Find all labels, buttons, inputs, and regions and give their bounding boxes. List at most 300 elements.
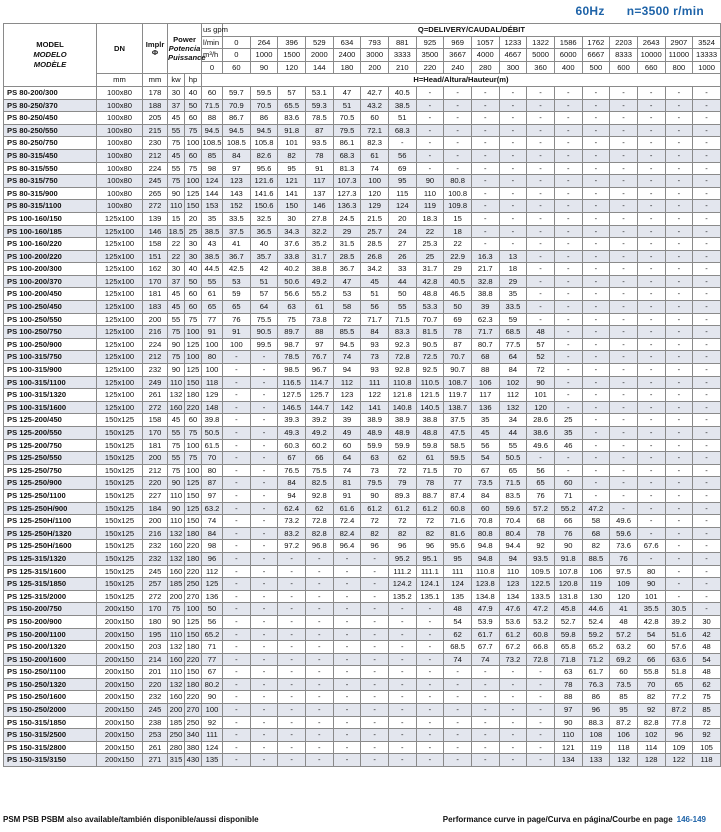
head-value-cell: 59.8 xyxy=(416,439,444,452)
head-value-cell: 100 xyxy=(361,175,389,188)
head-value-cell: - xyxy=(665,112,693,125)
head-value-cell: - xyxy=(665,238,693,251)
model-cell: PS 125-315/1600 xyxy=(4,565,97,578)
head-value-cell: 53.1 xyxy=(305,86,333,99)
m3h-value: 220 xyxy=(416,61,444,74)
head-value-cell: 31.7 xyxy=(416,263,444,276)
hp-cell: 20 xyxy=(185,212,202,225)
head-value-cell: - xyxy=(278,741,306,754)
head-value-cell: 110.5 xyxy=(416,376,444,389)
head-value-cell: - xyxy=(223,389,251,402)
head-value-cell: 121 xyxy=(278,175,306,188)
kw-cell: 132 xyxy=(168,389,185,402)
head-value-cell: 136.3 xyxy=(333,200,361,213)
head-value-cell: 25 xyxy=(554,414,582,427)
m3h-value: 90 xyxy=(250,61,278,74)
table-header xyxy=(4,24,721,87)
head-value-cell: 94 xyxy=(278,489,306,502)
head-value-cell: - xyxy=(554,137,582,150)
head-value-cell: 150 xyxy=(278,200,306,213)
head-value-cell: - xyxy=(610,124,638,137)
head-value-cell: 33.8 xyxy=(278,250,306,263)
head-value-cell: - xyxy=(693,376,721,389)
model-cell: PS 80-250/450 xyxy=(4,112,97,125)
head-value-cell: 91 xyxy=(202,326,223,339)
impeller-cell: 238 xyxy=(143,716,168,729)
head-value-cell: 100 xyxy=(202,364,223,377)
head-value-cell: 68.5 xyxy=(499,326,527,339)
power-fr: Puissance xyxy=(168,53,206,63)
model-cell: PS 100-250/750 xyxy=(4,326,97,339)
head-value-cell: 140.5 xyxy=(416,401,444,414)
head-value-cell: 62 xyxy=(444,628,472,641)
model-cell: PS 125-250H/1100 xyxy=(4,515,97,528)
head-value-cell: - xyxy=(554,376,582,389)
head-value-cell: - xyxy=(665,86,693,99)
table-row xyxy=(4,112,721,125)
head-value-cell: 38.6 xyxy=(527,427,555,440)
head-value-cell: 13 xyxy=(499,250,527,263)
head-value-cell: 87.4 xyxy=(444,489,472,502)
head-value-cell: - xyxy=(223,641,251,654)
table-row xyxy=(4,527,721,540)
model-cell: PS 100-250/450 xyxy=(4,301,97,314)
head-value-cell: - xyxy=(250,678,278,691)
head-value-cell: 56 xyxy=(527,464,555,477)
head-value-cell: 82.3 xyxy=(361,137,389,150)
head-value-cell: - xyxy=(693,275,721,288)
head-value-cell: 96 xyxy=(665,729,693,742)
model-cell: PS 100-200/220 xyxy=(4,250,97,263)
head-value-cell: 90 xyxy=(554,716,582,729)
hp-cell: 60 xyxy=(185,112,202,125)
hp-cell: 180 xyxy=(185,527,202,540)
head-value-cell: 67 xyxy=(202,666,223,679)
head-value-cell: 108.5 xyxy=(202,137,223,150)
head-value-cell: - xyxy=(499,187,527,200)
head-value-cell: 124 xyxy=(444,578,472,591)
model-cell: PS 125-315/1320 xyxy=(4,552,97,565)
head-value-cell: 38.5 xyxy=(388,99,416,112)
head-value-cell: 82.5 xyxy=(305,477,333,490)
head-value-cell: - xyxy=(693,565,721,578)
impeller-cell: 188 xyxy=(143,99,168,112)
head-value-cell: - xyxy=(527,212,555,225)
head-value-cell: - xyxy=(361,552,389,565)
model-cell: PS 125-250/900 xyxy=(4,477,97,490)
hp-cell: 125 xyxy=(185,364,202,377)
head-value-cell: - xyxy=(305,615,333,628)
head-value-cell: - xyxy=(499,678,527,691)
head-value-cell: - xyxy=(693,439,721,452)
kw-cell: 200 xyxy=(168,704,185,717)
head-value-cell: 123 xyxy=(223,175,251,188)
model-es: MODELO xyxy=(33,49,67,59)
head-value-cell: 64 xyxy=(333,452,361,465)
head-value-cell: - xyxy=(554,364,582,377)
model-cell: PS 150-200/1100 xyxy=(4,628,97,641)
head-value-cell: 51.6 xyxy=(665,628,693,641)
head-value-cell: 48.9 xyxy=(361,427,389,440)
head-value-cell: 61.2 xyxy=(388,502,416,515)
head-value-cell: 50 xyxy=(388,288,416,301)
kw-cell: 90 xyxy=(168,615,185,628)
speed-label: n=3500 r/min xyxy=(626,4,704,18)
footer-page-link[interactable]: 146-149 xyxy=(676,815,706,824)
dn-cell: 150x125 xyxy=(97,527,143,540)
model-cell: PS 125-315/1850 xyxy=(4,578,97,591)
head-value-cell: 91 xyxy=(305,162,333,175)
head-value-cell: 77 xyxy=(202,313,223,326)
head-value-cell: 42.7 xyxy=(361,86,389,99)
hp-cell: 220 xyxy=(185,691,202,704)
head-value-cell: - xyxy=(471,99,499,112)
head-value-cell: 82 xyxy=(637,691,665,704)
head-value-cell: - xyxy=(527,754,555,767)
dn-cell: 125x100 xyxy=(97,288,143,301)
head-value-cell: 71.2 xyxy=(582,653,610,666)
table-row xyxy=(4,489,721,502)
lmin-value: 2400 xyxy=(333,49,361,62)
kw-cell: 37 xyxy=(168,275,185,288)
head-value-cell: - xyxy=(223,590,251,603)
head-value-cell: - xyxy=(250,527,278,540)
hp-cell: 100 xyxy=(185,439,202,452)
head-value-cell: - xyxy=(499,162,527,175)
head-value-cell: 47.2 xyxy=(582,502,610,515)
head-value-cell: 36.5 xyxy=(250,225,278,238)
model-cell: PS 125-250H/1600 xyxy=(4,540,97,553)
head-value-cell: - xyxy=(582,301,610,314)
head-value-cell: - xyxy=(665,439,693,452)
model-cell: PS 150-250/1100 xyxy=(4,666,97,679)
head-value-cell: - xyxy=(582,389,610,402)
impeller-cell: 216 xyxy=(143,326,168,339)
head-value-cell: - xyxy=(499,86,527,99)
head-value-cell: 59.5 xyxy=(444,452,472,465)
dn-header: DN xyxy=(97,24,143,74)
head-value-cell: 141.6 xyxy=(250,187,278,200)
head-value-cell: - xyxy=(223,515,251,528)
model-cell: PS 80-250/750 xyxy=(4,137,97,150)
head-value-cell: 47.5 xyxy=(444,427,472,440)
head-value-cell: - xyxy=(444,162,472,175)
head-value-cell: 72 xyxy=(361,515,389,528)
head-value-cell: 59.6 xyxy=(610,527,638,540)
head-value-cell: 140.8 xyxy=(388,401,416,414)
head-value-cell: 72.8 xyxy=(527,653,555,666)
head-value-cell: - xyxy=(693,250,721,263)
head-value-cell: - xyxy=(554,313,582,326)
head-value-cell: 119 xyxy=(416,200,444,213)
head-value-cell: 114.7 xyxy=(305,376,333,389)
kw-cell: 132 xyxy=(168,552,185,565)
head-value-cell: - xyxy=(693,364,721,377)
head-value-cell: - xyxy=(278,578,306,591)
table-row xyxy=(4,338,721,351)
head-value-cell: - xyxy=(637,263,665,276)
head-value-cell: - xyxy=(223,489,251,502)
head-value-cell: 51 xyxy=(333,99,361,112)
kw-cell: 160 xyxy=(168,691,185,704)
head-value-cell: 35 xyxy=(202,212,223,225)
head-value-cell: - xyxy=(693,137,721,150)
head-value-cell: 82 xyxy=(582,540,610,553)
head-value-cell: - xyxy=(527,288,555,301)
head-value-cell: 100.8 xyxy=(444,187,472,200)
head-value-cell: - xyxy=(250,628,278,641)
head-value-cell: - xyxy=(444,666,472,679)
dn-cell: 125x100 xyxy=(97,364,143,377)
head-value-cell: 111.2 xyxy=(388,565,416,578)
impeller-symbol: Φ xyxy=(151,47,159,57)
head-value-cell: 102 xyxy=(637,729,665,742)
head-value-cell: 62 xyxy=(388,452,416,465)
impeller-cell: 151 xyxy=(143,250,168,263)
hp-cell: 50 xyxy=(185,275,202,288)
head-value-cell: 60.2 xyxy=(305,439,333,452)
head-value-cell: 94.8 xyxy=(471,540,499,553)
head-value-cell: - xyxy=(582,124,610,137)
head-value-cell: 59.5 xyxy=(250,86,278,99)
head-value-cell: 16.3 xyxy=(471,250,499,263)
head-value-cell: 59 xyxy=(223,288,251,301)
head-value-cell: - xyxy=(582,452,610,465)
head-value-cell: - xyxy=(499,238,527,251)
head-value-cell: 90 xyxy=(527,376,555,389)
head-value-cell: - xyxy=(610,313,638,326)
head-value-cell: 54 xyxy=(637,628,665,641)
head-value-cell: 32.8 xyxy=(471,275,499,288)
head-value-cell: - xyxy=(416,741,444,754)
hp-cell: 270 xyxy=(185,704,202,717)
head-value-cell: - xyxy=(223,704,251,717)
head-value-cell: 66 xyxy=(305,452,333,465)
head-value-cell: - xyxy=(527,678,555,691)
head-value-cell: 119 xyxy=(582,741,610,754)
head-value-cell: - xyxy=(554,263,582,276)
head-value-cell: 107.8 xyxy=(554,565,582,578)
head-value-cell: 123.8 xyxy=(471,578,499,591)
head-value-cell: - xyxy=(637,414,665,427)
head-value-cell: 44.6 xyxy=(582,603,610,616)
head-value-cell: - xyxy=(223,540,251,553)
head-value-cell: - xyxy=(554,401,582,414)
hp-cell: 380 xyxy=(185,741,202,754)
head-value-cell: - xyxy=(693,603,721,616)
head-value-cell: 97 xyxy=(223,162,251,175)
head-value-cell: - xyxy=(554,187,582,200)
head-value-cell: - xyxy=(665,338,693,351)
head-value-cell: - xyxy=(471,238,499,251)
impeller-cell: 184 xyxy=(143,502,168,515)
dn-cell: 100x80 xyxy=(97,162,143,175)
head-value-cell: 90.7 xyxy=(444,364,472,377)
head-value-cell: 96.7 xyxy=(305,364,333,377)
head-value-cell: - xyxy=(250,653,278,666)
head-value-cell: - xyxy=(610,263,638,276)
model-cell: PS 100-250/900 xyxy=(4,338,97,351)
head-value-cell: - xyxy=(305,565,333,578)
head-value-cell: 86.7 xyxy=(223,112,251,125)
model-cell: PS 150-315/3150 xyxy=(4,754,97,767)
dn-cell: 125x100 xyxy=(97,225,143,238)
head-value-cell: 92.8 xyxy=(388,364,416,377)
pump-performance-table xyxy=(3,23,721,767)
table-row xyxy=(4,615,721,628)
head-value-cell: 60 xyxy=(333,439,361,452)
head-value-cell: - xyxy=(388,704,416,717)
hp-cell: 60 xyxy=(185,301,202,314)
head-value-cell: 127.5 xyxy=(278,389,306,402)
head-value-cell: 89.7 xyxy=(278,326,306,339)
head-value-cell: - xyxy=(665,590,693,603)
table-row xyxy=(4,175,721,188)
model-cell: PS 80-315/900 xyxy=(4,187,97,200)
dn-cell: 150x125 xyxy=(97,578,143,591)
head-value-cell: 73.5 xyxy=(610,678,638,691)
head-value-cell: - xyxy=(693,590,721,603)
head-value-cell: 82 xyxy=(416,527,444,540)
table-row xyxy=(4,502,721,515)
head-value-cell: 153 xyxy=(202,200,223,213)
impeller-cell: 203 xyxy=(143,641,168,654)
head-value-cell: 76 xyxy=(527,489,555,502)
head-value-cell: 95.2 xyxy=(388,552,416,565)
lmin-value: 5000 xyxy=(527,49,555,62)
head-value-cell: - xyxy=(527,175,555,188)
kw-cell: 90 xyxy=(168,364,185,377)
lmin-value: 3000 xyxy=(361,49,389,62)
head-value-cell: 73 xyxy=(361,351,389,364)
head-value-cell: - xyxy=(637,502,665,515)
dn-cell: 200x150 xyxy=(97,653,143,666)
head-value-cell: - xyxy=(527,452,555,465)
hp-cell: 150 xyxy=(185,628,202,641)
head-value-cell: 80.8 xyxy=(444,175,472,188)
impeller-cell: 224 xyxy=(143,162,168,175)
head-value-cell: - xyxy=(582,175,610,188)
m3h-value: 300 xyxy=(499,61,527,74)
head-value-cell: 74 xyxy=(444,653,472,666)
hp-cell: 340 xyxy=(185,729,202,742)
head-value-cell: 133 xyxy=(582,754,610,767)
head-value-cell: 34.2 xyxy=(361,263,389,276)
head-value-cell: 37.5 xyxy=(444,414,472,427)
kw-cell: 132 xyxy=(168,641,185,654)
head-value-cell: - xyxy=(582,489,610,502)
head-value-cell: - xyxy=(665,212,693,225)
head-value-cell: 94.5 xyxy=(223,124,251,137)
head-value-cell: 78 xyxy=(305,149,333,162)
head-value-cell: 93.5 xyxy=(527,552,555,565)
head-value-cell: 53 xyxy=(333,288,361,301)
impeller-cell: 146 xyxy=(143,225,168,238)
head-value-cell: 92.3 xyxy=(388,338,416,351)
head-value-cell: 42 xyxy=(250,263,278,276)
head-value-cell: 59.9 xyxy=(388,439,416,452)
impeller-cell: 139 xyxy=(143,212,168,225)
impeller-cell: 215 xyxy=(143,124,168,137)
head-value-cell: - xyxy=(693,540,721,553)
model-cell: PS 100-160/150 xyxy=(4,212,97,225)
head-value-cell: - xyxy=(665,427,693,440)
head-value-cell: 92 xyxy=(637,704,665,717)
head-value-cell: - xyxy=(665,351,693,364)
head-value-cell: 59.6 xyxy=(499,502,527,515)
dn-cell: 150x125 xyxy=(97,427,143,440)
head-value-cell: 105.8 xyxy=(250,137,278,150)
table-row xyxy=(4,313,721,326)
head-value-cell: 108.7 xyxy=(444,376,472,389)
dn-cell: 200x150 xyxy=(97,716,143,729)
head-value-cell: 50.5 xyxy=(202,427,223,440)
kw-cell: 110 xyxy=(168,489,185,502)
head-value-cell: - xyxy=(250,691,278,704)
kw-cell: 160 xyxy=(168,565,185,578)
head-value-cell: 24.5 xyxy=(333,212,361,225)
dn-cell: 200x150 xyxy=(97,704,143,717)
head-value-cell: - xyxy=(554,175,582,188)
head-value-cell: - xyxy=(527,729,555,742)
kw-cell: 132 xyxy=(168,527,185,540)
hp-cell: 60 xyxy=(185,288,202,301)
head-value-cell: 94.4 xyxy=(499,540,527,553)
head-value-cell: 80 xyxy=(202,464,223,477)
model-cell: PS 125-250/550 xyxy=(4,452,97,465)
dn-cell: 150x125 xyxy=(97,502,143,515)
head-value-cell: - xyxy=(471,225,499,238)
head-value-cell: - xyxy=(665,313,693,326)
head-value-cell: - xyxy=(471,175,499,188)
head-value-cell: - xyxy=(499,200,527,213)
head-value-cell: 60 xyxy=(610,666,638,679)
impeller-cell: 205 xyxy=(143,112,168,125)
head-value-cell: - xyxy=(527,716,555,729)
head-value-cell: - xyxy=(610,502,638,515)
head-value-cell: 50.6 xyxy=(278,275,306,288)
head-value-cell: 111.1 xyxy=(416,565,444,578)
head-value-cell: 58 xyxy=(333,301,361,314)
head-value-cell: 100 xyxy=(223,338,251,351)
head-value-cell: - xyxy=(582,401,610,414)
head-value-cell: 108.5 xyxy=(223,137,251,150)
head-value-cell: 112 xyxy=(333,376,361,389)
hp-cell: 30 xyxy=(185,250,202,263)
impeller-cell: 212 xyxy=(143,464,168,477)
kw-cell: 110 xyxy=(168,515,185,528)
head-value-cell: - xyxy=(693,313,721,326)
model-cell: PS 150-200/900 xyxy=(4,615,97,628)
hp-cell: 220 xyxy=(185,565,202,578)
head-value-cell: 68.5 xyxy=(444,641,472,654)
head-value-cell: 70.5 xyxy=(250,99,278,112)
head-value-cell: - xyxy=(637,301,665,314)
model-cell: PS 100-200/370 xyxy=(4,275,97,288)
hp-cell: 100 xyxy=(185,326,202,339)
hp-cell: 220 xyxy=(185,653,202,666)
head-value-cell: 120 xyxy=(361,187,389,200)
head-value-cell: 87 xyxy=(202,477,223,490)
head-value-cell: 34 xyxy=(499,414,527,427)
head-value-cell: - xyxy=(444,691,472,704)
model-cell: PS 150-250/2000 xyxy=(4,704,97,717)
head-value-cell: 90.5 xyxy=(416,338,444,351)
head-value-cell: - xyxy=(527,187,555,200)
head-value-cell: - xyxy=(554,288,582,301)
head-value-cell: - xyxy=(554,250,582,263)
head-value-cell: 132 xyxy=(610,754,638,767)
